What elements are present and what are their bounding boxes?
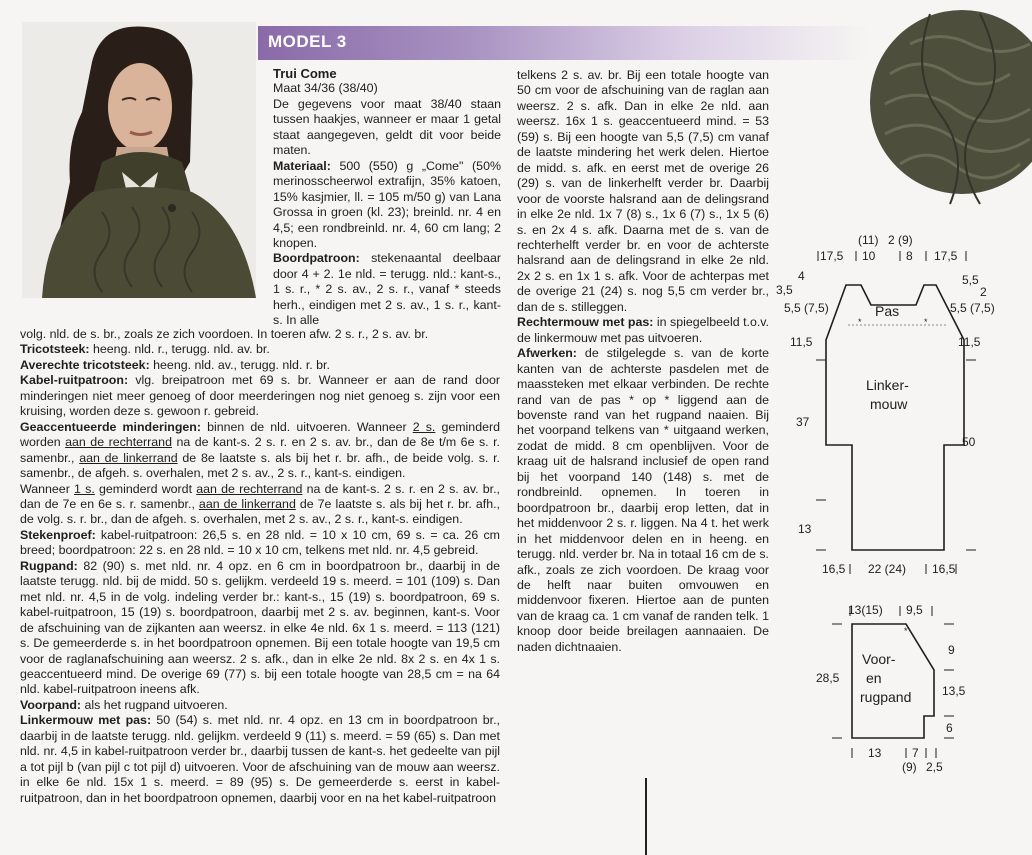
sleeve-mark-left: * bbox=[858, 317, 862, 327]
sleeve-right-50: 50 bbox=[962, 435, 976, 449]
body-label-3: rugpand bbox=[860, 689, 912, 705]
sleeve-top-right: 17,5 bbox=[934, 249, 958, 263]
accent-text-d: de 8e laatste s. als bij het r. br. afh., de beide volg. s. r. samenbr., de afgeh. s. overhalen, met 2 s. av., 2 s. r., kant-s. eindigen. bbox=[20, 450, 500, 481]
body-left-285: 28,5 bbox=[816, 671, 840, 685]
body-top-a: 13(15) bbox=[848, 603, 883, 617]
boord-label: Boordpatroon: bbox=[273, 251, 360, 266]
boord-continuation: volg. nld. de s. br., zoals ze zich voordoen. In toeren afw. 2 s. r., 2 s. av. br. bbox=[20, 327, 429, 341]
body-svg bbox=[806, 600, 970, 775]
margin-rule bbox=[645, 778, 647, 855]
swatch-illustration bbox=[870, 14, 1032, 204]
sleeve-top-mid-a: (11) bbox=[858, 233, 879, 247]
sleeve-right-55b: 5,5 (7,5) bbox=[950, 301, 995, 315]
kabel-paragraph bbox=[20, 373, 500, 419]
sleeve-right-55: 5,5 bbox=[962, 273, 979, 287]
column-a-bottom bbox=[20, 327, 500, 806]
rechtermouw-label: Rechtermouw met pas: bbox=[517, 315, 654, 330]
sleeve-bottom-mid: 22 (24) bbox=[868, 562, 907, 576]
linkermouw-label: Linkermouw met pas: bbox=[20, 713, 152, 728]
sleeve-top-mid-b: 2 (9) bbox=[888, 233, 913, 247]
accent-u6: aan de linkerrand bbox=[198, 496, 296, 511]
accent-text-h: de 7e laatste s. als bij het r. br. afh., de volg. s. r. br., dan de afgeh. s. overhalen, met 2 s. av., 2 s. r., kant-s. eindigen. bbox=[20, 496, 501, 527]
accent-paragraph-2 bbox=[20, 482, 500, 528]
sleeve-top-mid-d: 8 bbox=[906, 249, 913, 263]
materiaal-text: 500 (550) g „Come" (50% merinosscheerwol extrafijn, 35% katoen, 15% kasjmier, ll. = 105 m/50 g) van Lana Grossa in groen (kl. 23); breinld. nr. 4 en 4,5; een rondbreinld. nr. 4, 60 cm lang; 2 knopen. bbox=[273, 158, 501, 250]
sleeve-label-1: Linker- bbox=[866, 377, 909, 393]
afwerken-paragraph bbox=[517, 346, 769, 655]
accent-u4: 1 s. bbox=[74, 481, 95, 496]
sleeve-schematic bbox=[776, 230, 995, 580]
model-illustration bbox=[22, 22, 256, 298]
boord-text: stekenaantal deelbaar door 4 + 2. 1e nld. = terugg. nld.: kant-s., 1 s. r., * 2 s. av., 2 s. r., vanaf * steeds herh., eindigen met 2 s. av., 1 s. r., kant-s. In alle bbox=[273, 251, 501, 328]
accent-u5: aan de rechterrand bbox=[196, 481, 303, 496]
pattern-intro: De gegevens voor maat 38/40 staan tussen haakjes, wanneer er maar 1 getal staat aangegeven, geldt dit voor beide maten. bbox=[273, 96, 501, 158]
accent-u1: 2 s. bbox=[412, 419, 436, 434]
model-photo bbox=[22, 22, 256, 298]
accent-u3: aan de linkerrand bbox=[79, 450, 178, 465]
afwerken-label: Afwerken: bbox=[517, 346, 577, 361]
rugpand-paragraph bbox=[20, 559, 500, 698]
colb-paragraph: telkens 2 s. av. br. Bij een totale hoogte van 50 cm voor de afschuining van de raglan aan weersz. 2 s. afk. Dan in elke 2e nld. aan weersz. 16x 1 s. geaccentueerd mind. = 53 (59) s. Bij een hoogte van 5,5 (7,5) cm vanaf de laatste mindering het werk delen. Hiertoe de midd. s. afk. en eerst met de overige 26 (29) s. van de linkerhelft verder br. Daarbij voor de voorste halsrand aan de delingsrand in elke 2e nld. 1x 7 (8) s., 1x 6 (7) s., 1x 5 (6) s. en 2x 4 s. afk. Daarna met de s. van de rechterhelft verder br. en voor de achterste halsrand aan de delingsrand in elke 2e nld. 2x 2 s. en 1x 1 s. afk. Voor de achterpas met de overige 21 (24) s. nog 5,5 cm verder br., dan de s. stilleggen. bbox=[517, 68, 769, 314]
boord-paragraph bbox=[273, 251, 501, 328]
body-schematic bbox=[806, 600, 970, 775]
column-b bbox=[517, 68, 769, 655]
column-a-top bbox=[273, 66, 501, 329]
accent-text-b: geminderd worden bbox=[20, 419, 500, 450]
accent-label: Geaccentueerde minderingen: bbox=[20, 419, 201, 434]
banner-title: MODEL 3 bbox=[268, 32, 347, 51]
sleeve-top-left: 17,5 bbox=[820, 249, 844, 263]
kabel-label: Kabel-ruitpatroon: bbox=[20, 373, 129, 388]
sleeve-svg bbox=[776, 230, 995, 580]
tricot-paragraph bbox=[20, 342, 500, 357]
kabel-text: vlg. breipatroon met 69 s. br. Wanneer er aan de rand door minderingen niet meer genoeg of door meerderingen nog niet genoeg s. zijn voor een kruising, worden deze s. gewoon r. gebreid. bbox=[20, 373, 500, 419]
voorpand-paragraph bbox=[20, 698, 500, 713]
accent-text-e: Wanneer bbox=[20, 481, 75, 496]
avtricot-text: heeng. nld. av., terugg. nld. r. br. bbox=[149, 357, 330, 372]
sleeve-bottom-right: 16,5 bbox=[932, 562, 956, 576]
linkermouw-text: 50 (54) s. met nld. nr. 4 opz. en 13 cm in boordpatroon br., daarbij in de laatste terugg. nld. gelijkm. verdeeld 9 (11) s. meerd. = 59 (65) s. Dan met nld. nr. 4,5 in kabel-ruitpatroon verder br., daarbij tussen de kant-s. het gedeelte van pijl a tot pijl b (van pijl c tot pijl d) uitvoeren. Voor de afschuining van de mouw aan weersz. in elke 6e nld. 15x 1 s. meerd. = 89 (95) s. De gemeerderde s. eerst in kabel-ruitpatroon, dan in het boordpatroon opnemen, daarbij voor en na het kabel-ruitpatroon bbox=[20, 713, 500, 805]
rugpand-text: 82 (90) s. met nld. nr. 4 opz. en 6 cm in boordpatroon br., daarbij in de laatste terugg. nld. bij de midd. 50 s. gelijkm. verdeeld 19 s. meerd. = 101 (109) s. Dan met nld. nr. 4,5 in de volg. indeling verder br.: kant-s., 15 (19) s. boordpatroon, 69 s. kabel-ruitpatroon, 15 (19) s. boordpatroon, daarbij met 2 s. av. beginnen, kant-s. Voor de afschuining van de zijkanten aan weersz. in elke 4e nld. 6x 1 s. meerd. = 113 (121) s. De gemeerderde s. in het boordpatroon opnemen. Bij een totale hoogte van 19,5 cm voor de raglanafschuining aan weersz. 2 s. afk., dan in elke 2e nld. 8x 2 s. en 4x 1 s. geaccentueerd mind. De overige 69 (77) s. bij een totale hoogte van 28,5 cm = na 64 nld. kabel-ruitpatroon ineens afk. bbox=[20, 558, 500, 697]
pattern-size: Maat 34/36 (38/40) bbox=[273, 81, 378, 96]
body-bottom-13: 13 bbox=[868, 746, 882, 760]
accent-u2: aan de rechterrand bbox=[65, 435, 172, 450]
body-right-6: 6 bbox=[946, 721, 953, 735]
model-banner bbox=[258, 26, 870, 60]
sleeve-right-115: 11,5 bbox=[958, 335, 981, 349]
voorpand-label: Voorpand: bbox=[20, 697, 82, 712]
materiaal-paragraph bbox=[273, 159, 501, 252]
pas-label: Pas bbox=[875, 303, 900, 319]
sleeve-left-13: 13 bbox=[798, 522, 812, 536]
steken-text: kabel-ruitpatroon: 26,5 s. en 28 nld. = 10 x 10 cm, 69 s. = ca. 26 cm breed; boordpatroon: 22 s. en 28 nld. = 10 x 10 cm, telkens met nld. nr. 4,5 gebreid. bbox=[20, 527, 500, 558]
steken-paragraph bbox=[20, 528, 500, 559]
sleeve-left-115: 11,5 bbox=[790, 335, 813, 349]
rugpand-label: Rugpand: bbox=[20, 558, 78, 573]
sleeve-top-mid-c: 10 bbox=[862, 249, 876, 263]
sleeve-right-2: 2 bbox=[980, 285, 987, 299]
voorpand-text: als het rugpand uitvoeren. bbox=[81, 697, 228, 712]
linkermouw-paragraph bbox=[20, 713, 500, 806]
body-bottom-9: (9) bbox=[902, 760, 917, 774]
body-bottom-7: 7 bbox=[912, 746, 919, 760]
sleeve-left-55: 5,5 (7,5) bbox=[784, 301, 829, 315]
pattern-title: Trui Come bbox=[273, 66, 337, 81]
avtricot-label: Averechte tricotsteek: bbox=[20, 357, 150, 372]
body-top-b: 9,5 bbox=[906, 603, 923, 617]
sleeve-label-2: mouw bbox=[870, 396, 908, 412]
sleeve-left-35: 3,5 bbox=[776, 283, 793, 297]
body-bottom-25: 2,5 bbox=[926, 760, 943, 774]
tricot-text: heeng. nld. r., terugg. nld. av. br. bbox=[89, 342, 270, 357]
body-label-1: Voor- bbox=[862, 651, 896, 667]
accent-text-g: na de kant-s. 2 s. r. en 2 s. av. br., dan de 7e en 6e s. r. samenbr., bbox=[20, 481, 500, 511]
accent-text-c: na de kant-s. 2 s. r. en 2 s. av. br., dan de 8e t/m 6e s. r. samenbr., bbox=[20, 435, 500, 465]
accent-text-f: geminderd wordt bbox=[94, 481, 197, 496]
accent-paragraph bbox=[20, 420, 500, 482]
accent-text-a: binnen de nld. uitvoeren. Wanneer bbox=[201, 419, 413, 434]
sleeve-bottom-left: 16,5 bbox=[822, 562, 846, 576]
avtricot-paragraph bbox=[20, 358, 500, 373]
rechtermouw-text: in spiegelbeeld t.o.v. de linkermouw met pas uitvoeren. bbox=[517, 315, 769, 345]
materiaal-label: Materiaal: bbox=[273, 158, 331, 173]
rechtermouw-paragraph bbox=[517, 315, 769, 346]
body-right-135: 13,5 bbox=[942, 684, 966, 698]
sleeve-left-4: 4 bbox=[798, 269, 805, 283]
sleeve-left-37: 37 bbox=[796, 415, 810, 429]
afwerken-text: de stilgelegde s. van de korte kanten van de achterste pasdelen met de maassteken met elkaar verbinden. De rechte rand van de pas * op * liggend aan de bovenste rand van het rugpand naaien. Bij het voorpand telkens van * uitgaand werken, zodat de midd. 8 cm openblijven. Voor de kraag uit de halsrand inclusief de open rand bij het voorpand 140 (148) s. met de rondbreinld. opnemen. In toeren in boordpatroon br., daarbij erop letten, dat in het middenvoor 2 s. r. liggen. Na 4 t. het werk in het middenvoor delen en in heeng. en terugg. nld. verder br. Na in totaal 16 cm de s. afk., zoals ze zich voordoen. De kraag voor de helft naar buiten omvouwen en middenvoor fixeren. Hiertoe aan de punten van de kraag ca. 1 cm vanaf de randen telk. 1 knoop door beide breilagen aannaaien. De naden dichtnaaien. bbox=[517, 346, 769, 654]
knit-swatch bbox=[870, 14, 1032, 204]
body-mark: * bbox=[904, 626, 908, 636]
body-label-2: en bbox=[866, 670, 882, 686]
sleeve-mark-right: * bbox=[924, 317, 928, 327]
steken-label: Stekenproef: bbox=[20, 527, 96, 542]
tricot-label: Tricotsteek: bbox=[20, 342, 90, 357]
body-right-9: 9 bbox=[948, 643, 955, 657]
